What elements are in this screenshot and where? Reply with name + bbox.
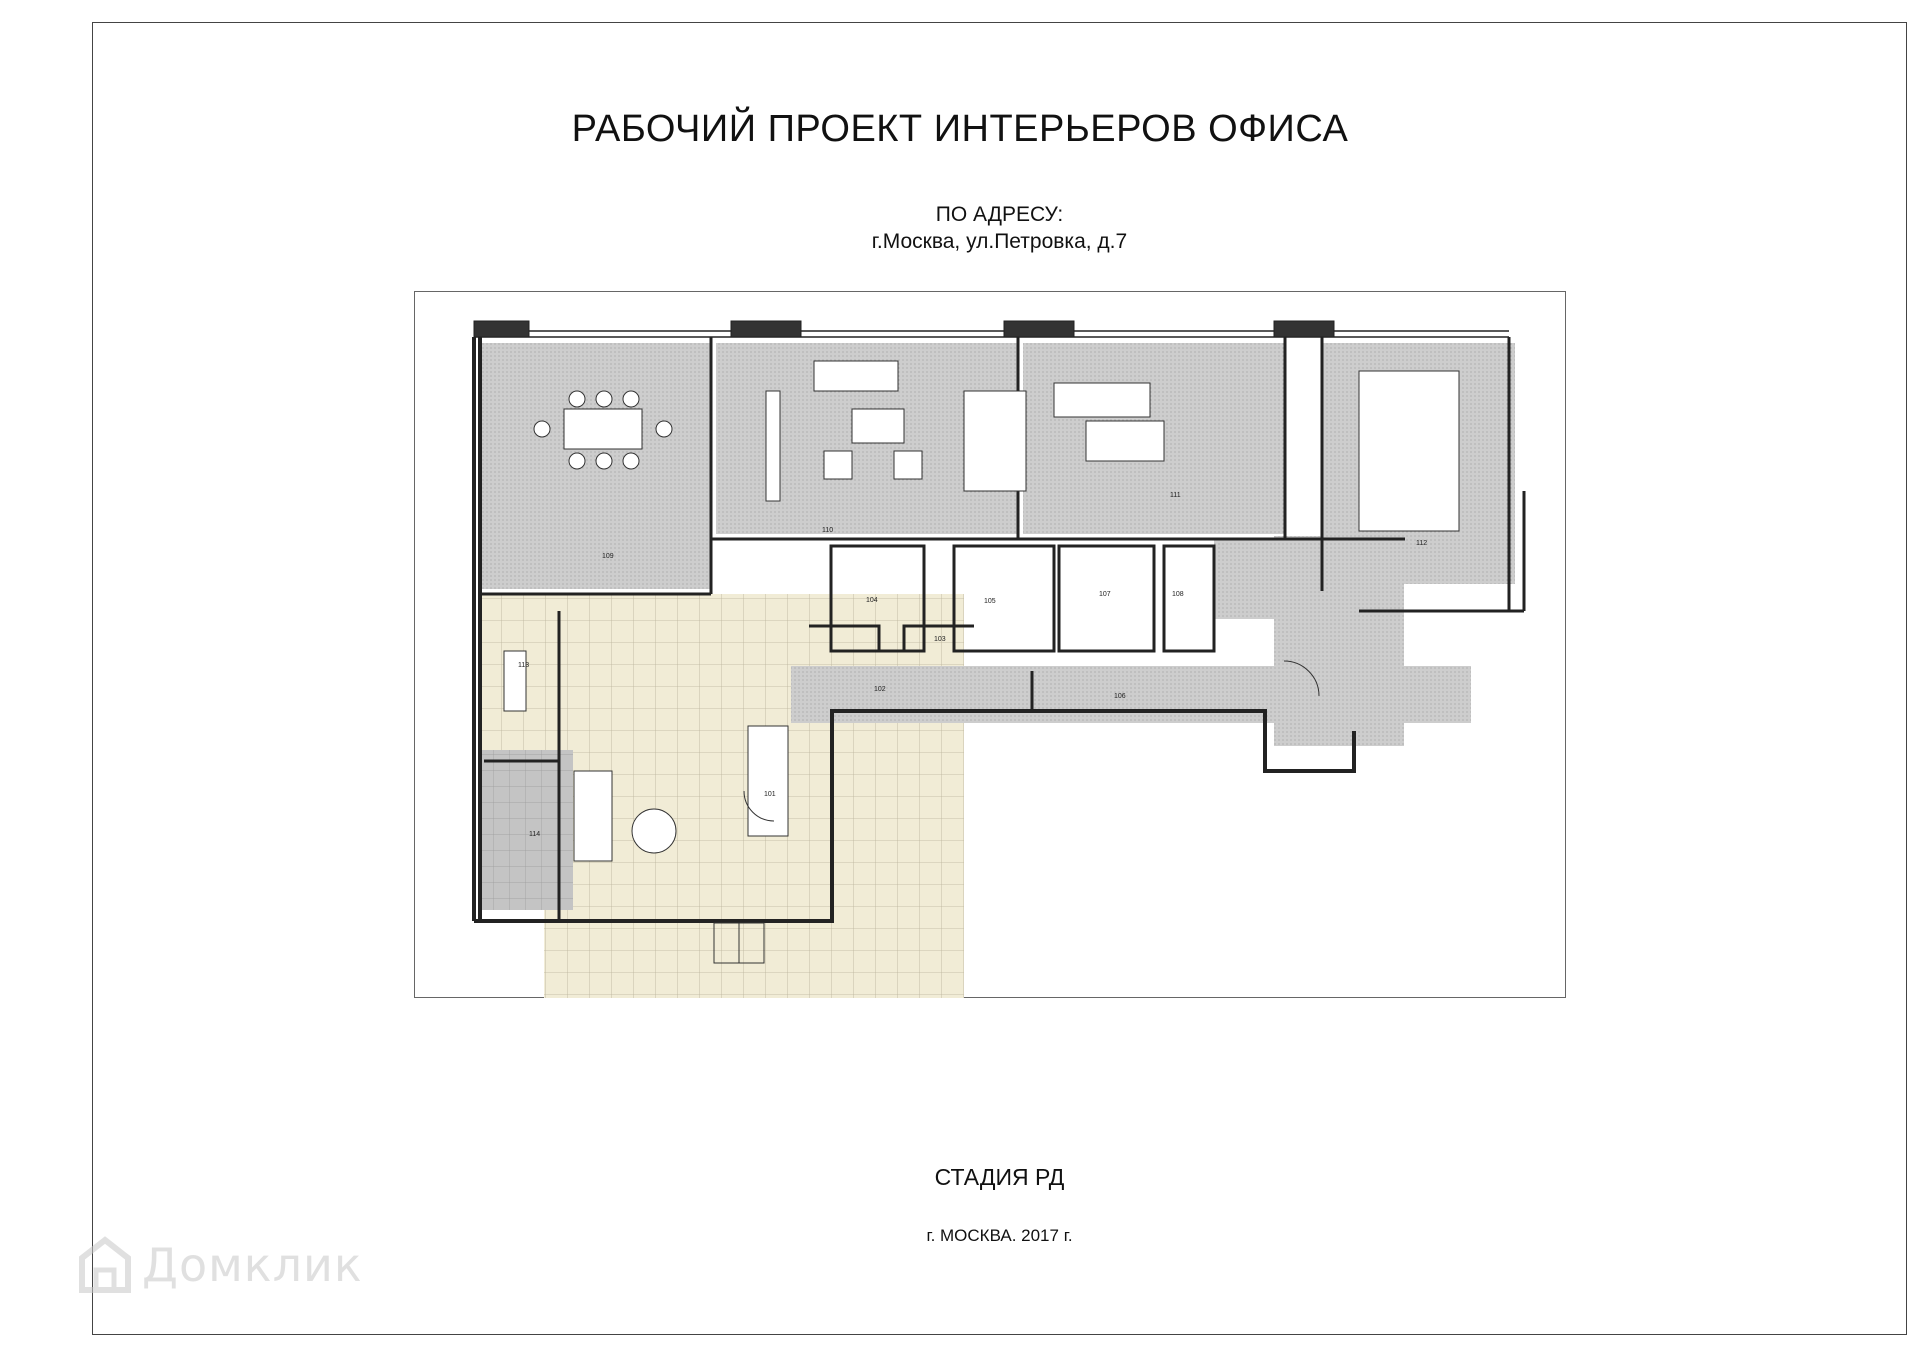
room-label-114: 114 (529, 831, 541, 838)
room-label-105: 105 (984, 598, 996, 605)
room-label-101: 101 (764, 791, 776, 798)
watermark (78, 1236, 363, 1294)
address-value: г.Москва, ул.Петровка, д.7 (871, 230, 1128, 253)
room-label-113: 113 (518, 662, 530, 669)
address-label: ПО АДРЕСУ: (935, 203, 1064, 226)
room-label-107: 107 (1099, 591, 1111, 598)
house-logo-icon (78, 1236, 132, 1294)
room-label-110: 110 (822, 527, 834, 534)
room-label-108: 108 (1172, 591, 1184, 598)
room-label-102: 102 (874, 686, 886, 693)
room-label-103: 103 (934, 636, 946, 643)
floor-plan (414, 291, 1566, 998)
stage-label: СТАДИЯ РД (934, 1164, 1065, 1190)
room-label-109: 109 (602, 553, 614, 560)
city-year-label: г. МОСКВА. 2017 г. (926, 1226, 1073, 1245)
room-label-106: 106 (1114, 693, 1126, 700)
room-label-112: 112 (1416, 540, 1428, 547)
watermark-text: Домклик (142, 1238, 363, 1292)
drawing-title: РАБОЧИЙ ПРОЕКТ ИНТЕРЬЕРОВ ОФИСА (571, 108, 1349, 150)
room-label-104: 104 (866, 597, 878, 604)
room-label-111: 111 (1170, 492, 1181, 499)
